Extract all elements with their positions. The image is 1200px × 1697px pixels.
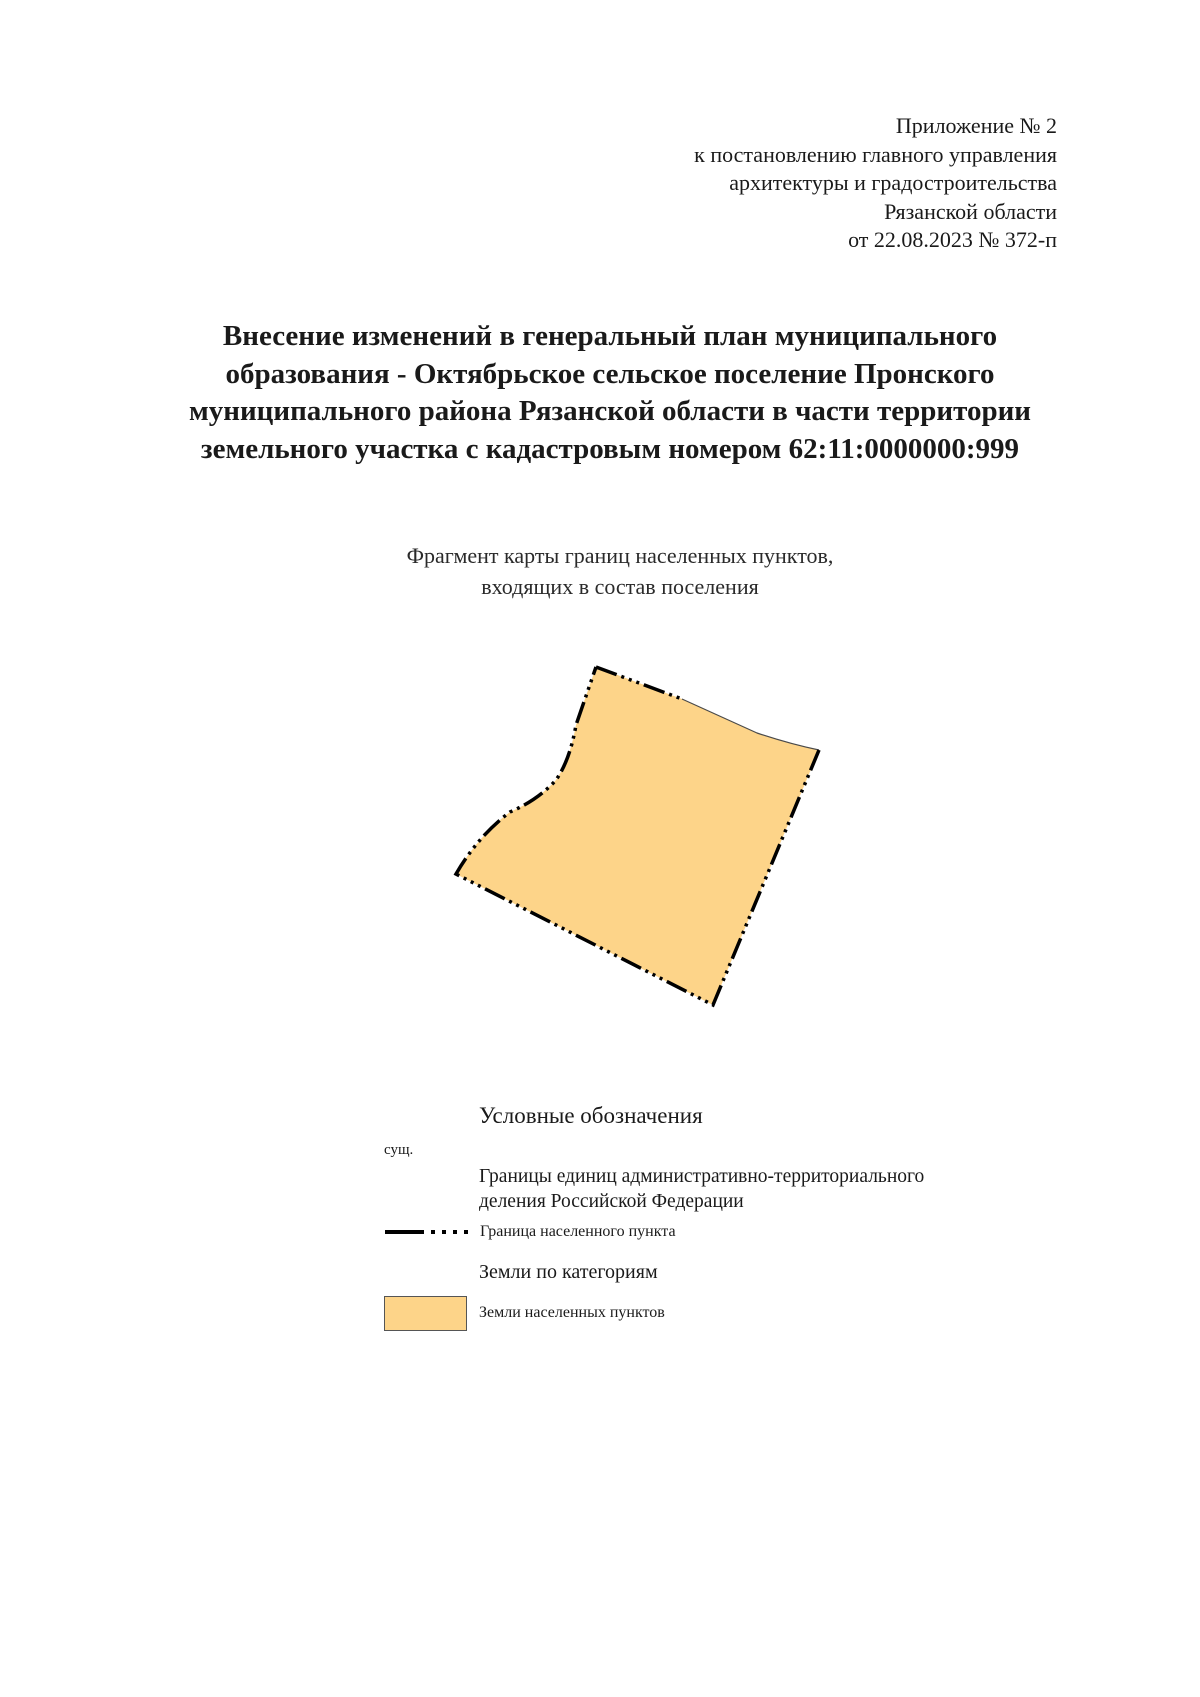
map-caption-line: Фрагмент карты границ населенных пунктов, xyxy=(406,543,834,568)
appendix-line: архитектуры и градостроительства xyxy=(729,170,1057,195)
title-line: образования - Октябрьское сельское поселение Пронского xyxy=(225,357,995,390)
settlement-lands-label: Земли населенных пунктов xyxy=(479,1304,665,1321)
settlement-boundary-symbol xyxy=(384,1226,474,1238)
settlement-area xyxy=(456,667,819,1005)
appendix-line: к постановлению главного управления xyxy=(694,141,1057,167)
map-fragment xyxy=(430,650,850,1020)
title-line: муниципального района Рязанской области в части территории xyxy=(189,395,1031,427)
map-caption-line: входящих в состав поселения xyxy=(481,574,759,599)
map-caption xyxy=(340,540,900,602)
legend-land-categories-heading: Земли по категориям xyxy=(479,1261,658,1283)
legend-title: Условные обозначения xyxy=(479,1103,703,1128)
legend-settlement-lands xyxy=(384,1295,665,1331)
legend-admin-line: деления Российской Федерации xyxy=(479,1191,744,1212)
legend-existing-label: сущ. xyxy=(384,1142,414,1158)
settlement-lands-swatch xyxy=(384,1296,467,1331)
appendix-line: Рязанской области xyxy=(884,198,1057,224)
appendix-line: Приложение № 2 xyxy=(895,113,1057,138)
title-line: земельного участка с кадастровым номером 62:11:0000000:999 xyxy=(200,432,1020,465)
settlement-boundary-label: Граница населенного пункта xyxy=(480,1223,676,1240)
appendix-header xyxy=(497,112,1057,255)
legend-admin-boundaries xyxy=(479,1164,924,1214)
appendix-line: от 22.08.2023 № 372-п xyxy=(848,227,1057,252)
document-title xyxy=(130,318,1090,468)
title-line: Внесение изменений в генеральный план муниципального xyxy=(222,320,998,352)
legend-settlement-boundary xyxy=(384,1222,676,1242)
legend-admin-line: Границы единиц административно-территориального xyxy=(479,1166,925,1187)
